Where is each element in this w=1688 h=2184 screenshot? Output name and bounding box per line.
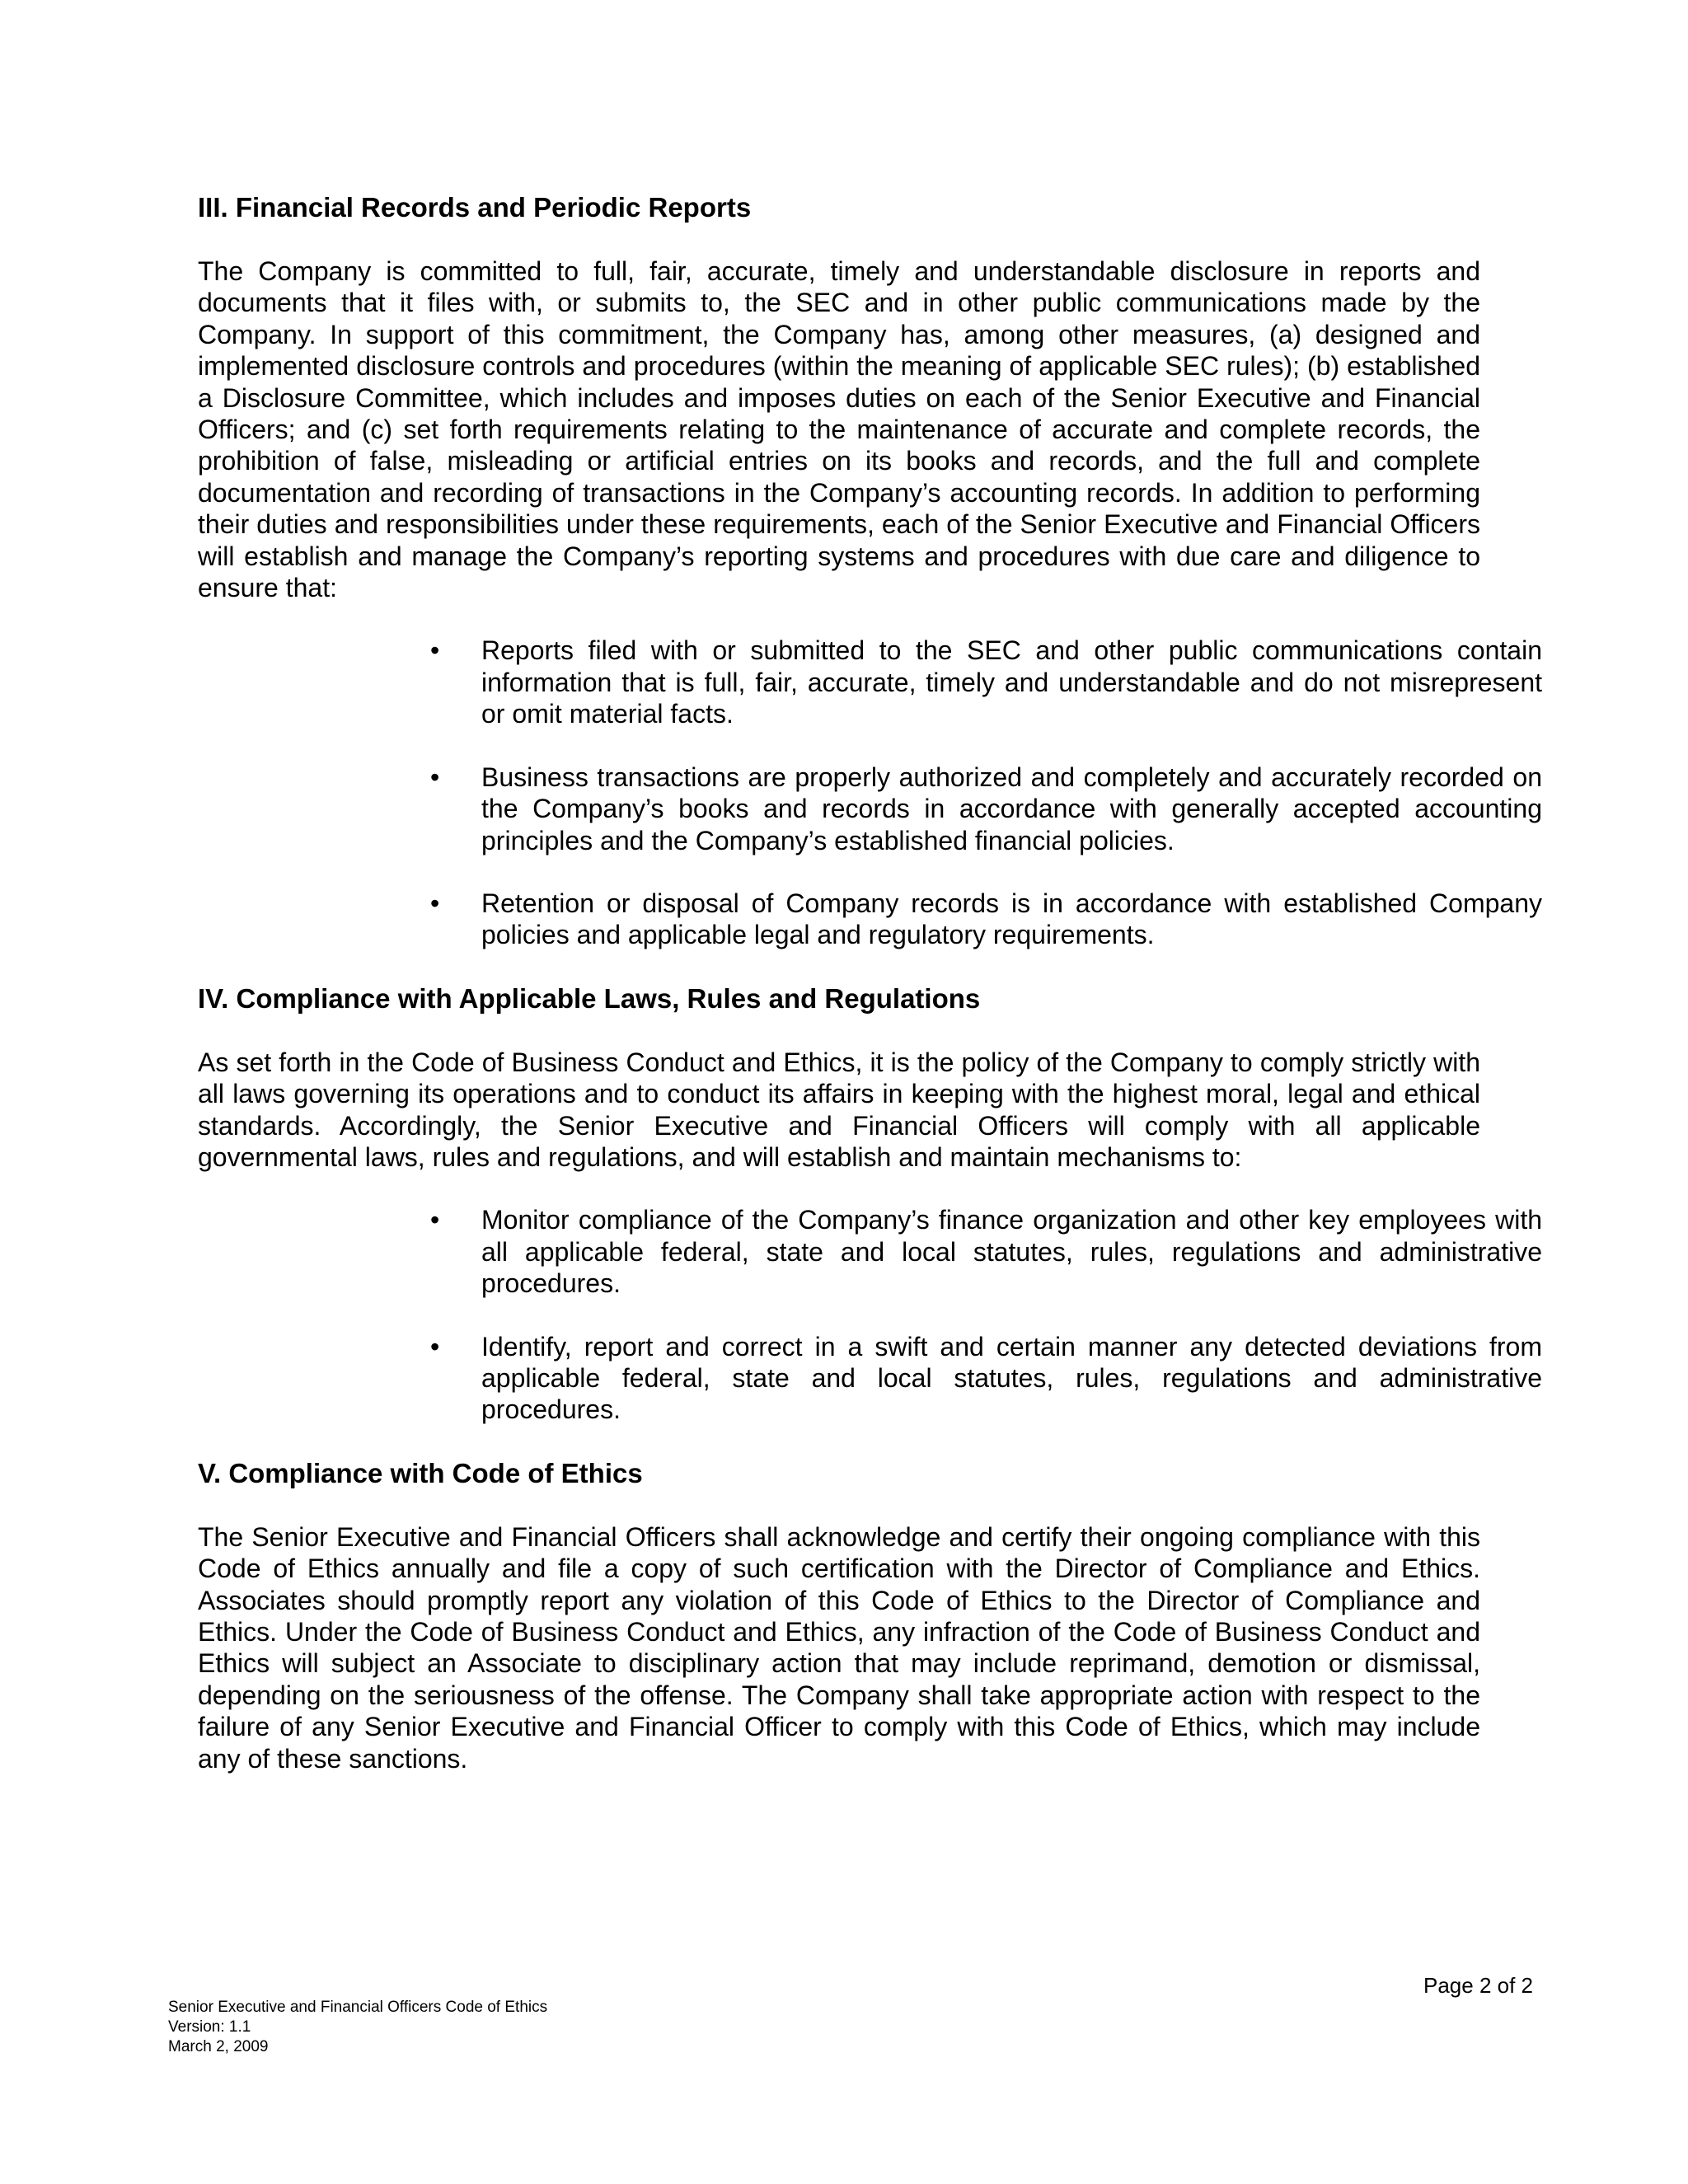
section-compliance-laws	[198, 982, 1542, 1426]
bullet-icon: •	[430, 1205, 440, 1235]
bullet-icon: •	[430, 888, 440, 918]
bullet-item	[432, 635, 1542, 729]
bullet-list	[198, 635, 1542, 950]
bullet-item	[432, 888, 1542, 951]
bullet-item	[432, 1204, 1542, 1299]
bullet-icon: •	[430, 1331, 440, 1361]
bullet-item	[432, 1331, 1542, 1426]
section-compliance-code	[198, 1457, 1480, 1774]
section-financial-records	[198, 191, 1542, 951]
section-paragraph: As set forth in the Code of Business Conduct and Ethics, it is the policy of the Company to comply strictly with all laws governing its operations and to conduct its affairs in keeping with the highest moral, legal and ethical standards. Accordingly, the Senior Executive and Financial Officers will comply with all applicable governmental laws, rules and regulations, and will establish and maintain mechanisms to:	[198, 1047, 1480, 1172]
section-heading: III. Financial Records and Periodic Reports	[198, 192, 752, 223]
footer-title: Senior Executive and Financial Officers Code of Ethics	[168, 1999, 548, 2016]
bullet-text: Business transactions are properly authorized and completely and accurately recorded on the Company’s books and records in accordance with generally accepted accounting principles and the Company’s established financial policies.	[481, 762, 1542, 855]
bullet-icon: •	[430, 762, 440, 792]
section-heading: V. Compliance with Code of Ethics	[198, 1457, 643, 1488]
document-footer	[168, 1998, 547, 2057]
bullet-text: Identify, report and correct in a swift and certain manner any detected deviations from applicable federal, state and local statutes, rules, regulations and administrative procedures.	[481, 1331, 1542, 1425]
bullet-icon: •	[430, 635, 440, 666]
bullet-text: Reports filed with or submitted to the SEC and other public communications contain information that is full, fair, accurate, timely and understandable and do not misrepresent or omit material facts.	[481, 635, 1542, 729]
footer-date: March 2, 2009	[168, 2038, 269, 2055]
section-paragraph: The Senior Executive and Financial Officers shall acknowledge and certify their ongoing compliance with this Code of Ethics annually and file a copy of such certification with the Director of Compliance and Ethics. Associates should promptly report any violation of this Code of Ethics to the Director of Compliance and Ethics. Under the Code of Business Conduct and Ethics, any infraction of the Code of Business Conduct and Ethics will subject an Associate to disciplinary action that may include reprimand, demotion or dismissal, depending on the seriousness of the offense. The Company shall take appropriate action with respect to the failure of any Senior Executive and Financial Officer to comply with this Code of Ethics, which may include any of these sanctions.	[198, 1521, 1480, 1774]
bullet-item	[432, 762, 1542, 856]
page-number: Page 2 of 2	[1423, 1973, 1533, 1998]
bullet-text: Retention or disposal of Company records is in accordance with established Company policies and applicable legal and regulatory requirements.	[481, 888, 1542, 950]
section-heading: IV. Compliance with Applicable Laws, Rules and Regulations	[198, 982, 981, 1014]
bullet-text: Monitor compliance of the Company’s finance organization and other key employees with all applicable federal, state and local statutes, rules, regulations and administrative procedures.	[481, 1205, 1542, 1299]
document-body	[198, 191, 1542, 1774]
footer-version: Version: 1.1	[168, 2018, 251, 2036]
section-paragraph: The Company is committed to full, fair, accurate, timely and understandable disclosure in reports and documents that it files with, or submits to, the SEC and in other public communications made by the Company. In support of this commitment, the Company has, among other measures, (a) designed and implemented disclosure controls and procedures (within the meaning of applicable SEC rules); (b) established a Disclosure Committee, which includes and imposes duties on each of the Senior Executive and Financial Officers; and (c) set forth requirements relating to the maintenance of accurate and complete records, the prohibition of false, misleading or artificial entries on its books and records, and the full and complete documentation and recording of transactions in the Company’s accounting records. In addition to performing their duties and responsibilities under these requirements, each of the Senior Executive and Financial Officers will establish and manage the Company’s reporting systems and procedures with due care and diligence to ensure that:	[198, 256, 1480, 603]
bullet-list	[198, 1204, 1542, 1425]
